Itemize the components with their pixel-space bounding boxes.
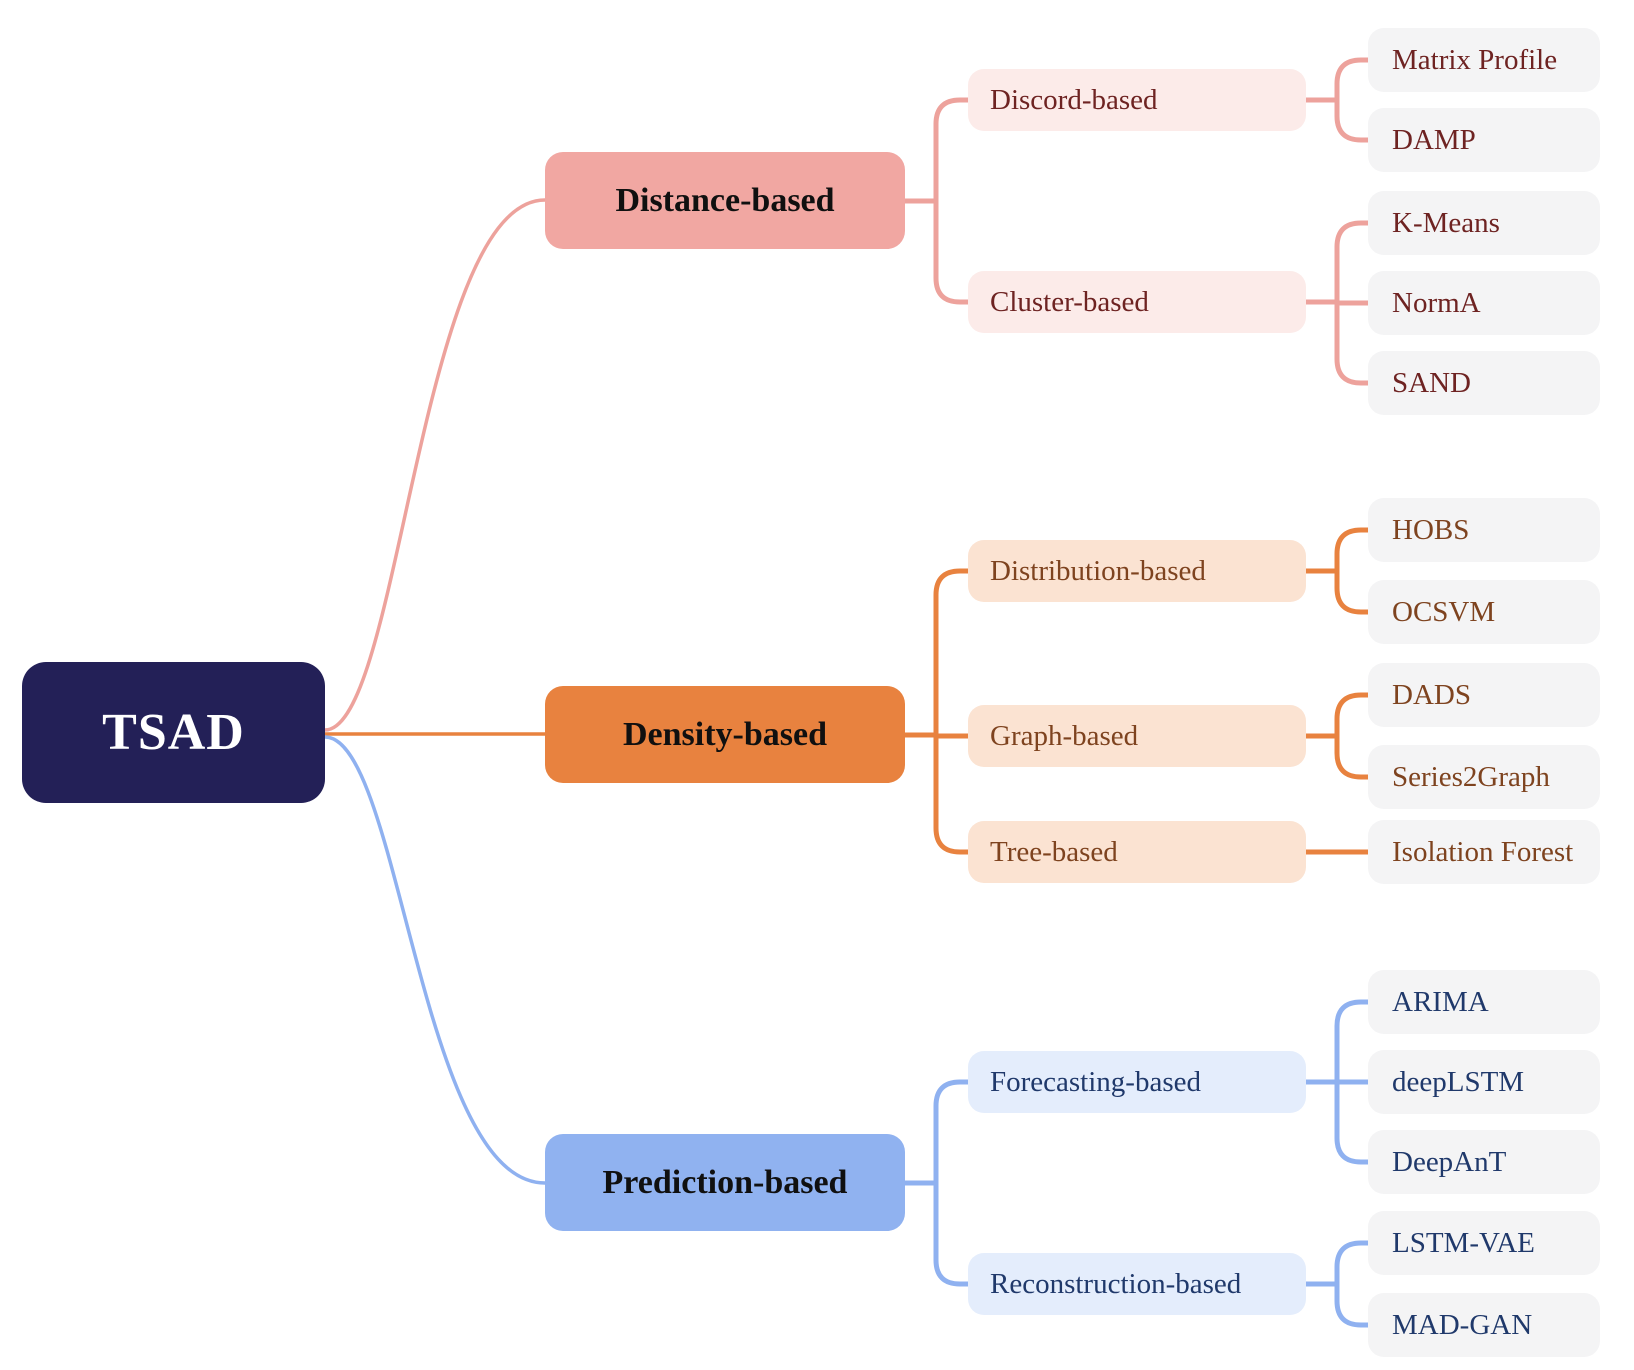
connector-discord-matrix-profile (1337, 60, 1368, 100)
node-density-based: Density-based (545, 686, 905, 783)
leaf-hobs: HOBS (1368, 498, 1600, 562)
connector-distribution-hobs (1337, 530, 1368, 571)
connector-reconstruction-lstm-vae (1337, 1243, 1368, 1284)
connector-reconstruction-mad-gan (1337, 1284, 1368, 1325)
node-prediction-based: Prediction-based (545, 1134, 905, 1231)
connector-forecasting-arima (1337, 1002, 1368, 1082)
node-distance-based: Distance-based (545, 152, 905, 249)
leaf-damp: DAMP (1368, 108, 1600, 172)
leaf-norma: NormA (1368, 271, 1600, 335)
leaf-kmeans: K-Means (1368, 191, 1600, 255)
leaf-dads: DADS (1368, 663, 1600, 727)
connector-density-distribution (936, 571, 968, 735)
connector-distance-discord (936, 100, 968, 201)
node-tree-based: Tree-based (968, 821, 1306, 883)
connector-cluster-kmeans (1337, 223, 1368, 302)
node-graph-based: Graph-based (968, 705, 1306, 767)
leaf-series2graph: Series2Graph (1368, 745, 1600, 809)
connector-prediction-reconstruction (936, 1183, 968, 1284)
node-reconstruction-based: Reconstruction-based (968, 1253, 1306, 1315)
leaf-sand: SAND (1368, 351, 1600, 415)
connector-graph-series2graph (1337, 736, 1368, 777)
leaf-isolation-forest: Isolation Forest (1368, 820, 1600, 884)
leaf-lstm-vae: LSTM-VAE (1368, 1211, 1600, 1275)
leaf-mad-gan: MAD-GAN (1368, 1293, 1600, 1357)
connector-discord-damp (1337, 100, 1368, 140)
connector-prediction-forecasting (936, 1082, 968, 1183)
node-forecasting-based: Forecasting-based (968, 1051, 1306, 1113)
leaf-ocsvm: OCSVM (1368, 580, 1600, 644)
leaf-deepant: DeepAnT (1368, 1130, 1600, 1194)
leaf-deeplstm: deepLSTM (1368, 1050, 1600, 1114)
connector-root-prediction (325, 737, 545, 1183)
node-cluster-based: Cluster-based (968, 271, 1306, 333)
connector-cluster-sand (1337, 302, 1368, 383)
connector-distribution-ocsvm (1337, 571, 1368, 612)
leaf-arima: ARIMA (1368, 970, 1600, 1034)
connector-distance-cluster (936, 201, 968, 302)
connector-graph-dads (1337, 695, 1368, 736)
leaf-matrix-profile: Matrix Profile (1368, 28, 1600, 92)
node-distribution-based: Distribution-based (968, 540, 1306, 602)
connector-density-tree (936, 735, 968, 852)
node-discord-based: Discord-based (968, 69, 1306, 131)
connector-forecasting-deepant (1337, 1082, 1368, 1162)
connector-root-distance (325, 200, 545, 730)
node-tsad-root: TSAD (22, 662, 325, 803)
